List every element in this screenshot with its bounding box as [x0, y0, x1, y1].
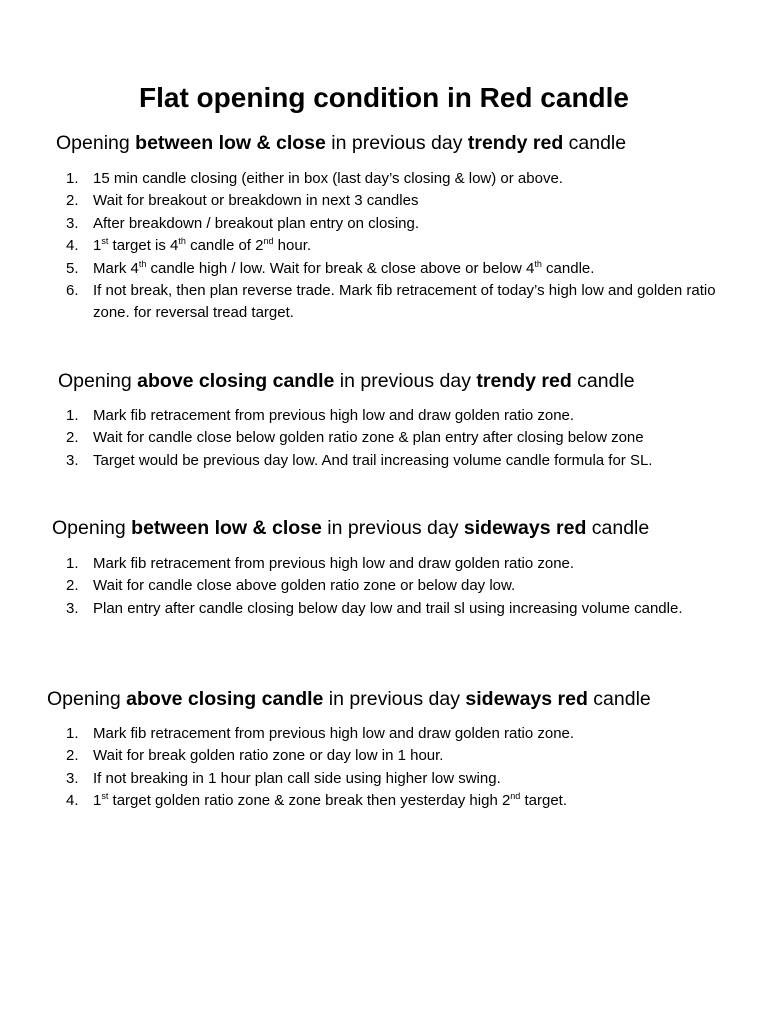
- list-number: 3.: [66, 214, 79, 232]
- list-item: [66, 405, 726, 427]
- section-heading-4: [47, 686, 651, 712]
- list-item-text: target golden ratio zone & zone break then yesterday high 2: [108, 792, 511, 810]
- list-item-text: Wait for candle close below golden ratio zone & plan entry after closing below zone: [93, 429, 644, 447]
- list-item-text: Mark fib retracement from previous high low and draw golden ratio zone.: [93, 555, 575, 572]
- heading-run: in previous day: [321, 517, 464, 539]
- heading-run: Opening: [47, 688, 127, 710]
- heading-run: candle: [586, 517, 650, 539]
- heading-run: above closing candle: [126, 688, 324, 710]
- heading-run: in previous day: [323, 688, 466, 710]
- document-title: Flat opening condition in Red candle: [139, 82, 629, 113]
- heading-run: Opening: [52, 517, 132, 539]
- list-item-text: Wait for breakout or breakdown in next 3 candles: [93, 192, 419, 210]
- list-item: [66, 575, 726, 597]
- heading-run: trendy red: [476, 370, 572, 392]
- heading-run: in previous day: [334, 370, 477, 392]
- list-item-text: Mark 4: [93, 259, 139, 277]
- list-number: 2.: [66, 192, 79, 210]
- list-item-text: Wait for candle close above golden ratio zone or below day low.: [93, 577, 516, 595]
- list-number: 2.: [66, 429, 79, 447]
- list-item: [66, 190, 726, 212]
- list-number: 1.: [66, 725, 79, 742]
- list-number: 4.: [66, 792, 79, 810]
- heading-run: sideways red: [465, 688, 588, 710]
- section-list-2: [66, 405, 726, 472]
- list-number: 4.: [66, 237, 79, 255]
- list-item-text: 1: [93, 792, 102, 810]
- heading-run: in previous day: [325, 132, 468, 154]
- list-item-text: Target would be previous day low. And trail increasing volume candle formula for SL.: [93, 451, 653, 469]
- list-item: [66, 280, 726, 325]
- superscript: th: [178, 236, 186, 247]
- list-item: [66, 790, 726, 812]
- list-number: 1.: [66, 407, 79, 424]
- list-item: [66, 553, 726, 575]
- list-item-text: candle high / low. Wait for break & close above or below 4: [146, 259, 535, 277]
- list-item: [66, 168, 726, 190]
- list-item: [66, 745, 726, 767]
- superscript: nd: [263, 236, 274, 247]
- section-list-4: [66, 723, 726, 813]
- heading-run: between low & close: [131, 517, 322, 539]
- heading-run: trendy red: [467, 132, 564, 154]
- list-item-text: After breakdown / breakout plan entry on closing.: [93, 214, 420, 232]
- list-item-text: target.: [520, 792, 568, 810]
- list-number: 2.: [66, 747, 79, 765]
- list-number: 6.: [66, 282, 79, 300]
- list-item: [66, 427, 726, 449]
- heading-run: sideways red: [463, 517, 587, 539]
- list-item: [66, 768, 726, 790]
- section-list-1: [66, 168, 726, 325]
- list-item-text: candle.: [541, 259, 595, 277]
- list-item-text: 1: [93, 237, 102, 255]
- list-number: 3.: [66, 769, 79, 787]
- list-item-text: 15 min candle closing (either in box (last day’s closing & low) or above.: [93, 170, 563, 187]
- list-number: 3.: [66, 451, 79, 469]
- superscript: th: [138, 258, 147, 269]
- list-number: 5.: [66, 259, 79, 277]
- list-item-text: If not break, then plan reverse trade. Mark fib retracement of today’s high low and golden ratio zone. for reversal tread target.: [93, 282, 716, 322]
- list-number: 1.: [66, 170, 79, 187]
- section-heading-1: [56, 130, 626, 156]
- heading-run: above closing candle: [137, 370, 335, 392]
- heading-run: candle: [563, 132, 627, 154]
- list-item-text: target is 4: [108, 237, 179, 255]
- section-heading-3: [52, 515, 649, 541]
- list-number: 3.: [66, 599, 79, 617]
- superscript: st: [101, 791, 109, 802]
- heading-run: Opening: [56, 132, 136, 154]
- list-item: [66, 258, 726, 280]
- superscript: st: [101, 236, 109, 247]
- heading-run: between low & close: [135, 132, 326, 154]
- superscript: nd: [510, 791, 521, 802]
- list-item-text: Mark fib retracement from previous high low and draw golden ratio zone.: [93, 725, 575, 742]
- section-heading-2: [58, 368, 635, 394]
- heading-run: candle: [587, 688, 651, 710]
- heading-run: candle: [571, 370, 635, 392]
- superscript: th: [534, 258, 542, 269]
- heading-run: Opening: [58, 370, 138, 392]
- section-list-3: [66, 553, 726, 620]
- list-item: [66, 450, 726, 472]
- list-number: 2.: [66, 577, 79, 595]
- list-item-text: Plan entry after candle closing below day low and trail sl using increasing volume candle.: [93, 599, 683, 617]
- list-item-text: Wait for break golden ratio zone or day low in 1 hour.: [93, 747, 444, 765]
- list-item-text: If not breaking in 1 hour plan call side using higher low swing.: [93, 769, 501, 787]
- list-item: [66, 598, 726, 620]
- list-item: [66, 723, 726, 745]
- list-item: [66, 213, 726, 235]
- list-item-text: hour.: [273, 237, 312, 255]
- list-number: 1.: [66, 555, 79, 572]
- list-item-text: Mark fib retracement from previous high low and draw golden ratio zone.: [93, 407, 575, 424]
- list-item: [66, 235, 726, 257]
- list-item-text: candle of 2: [185, 237, 264, 255]
